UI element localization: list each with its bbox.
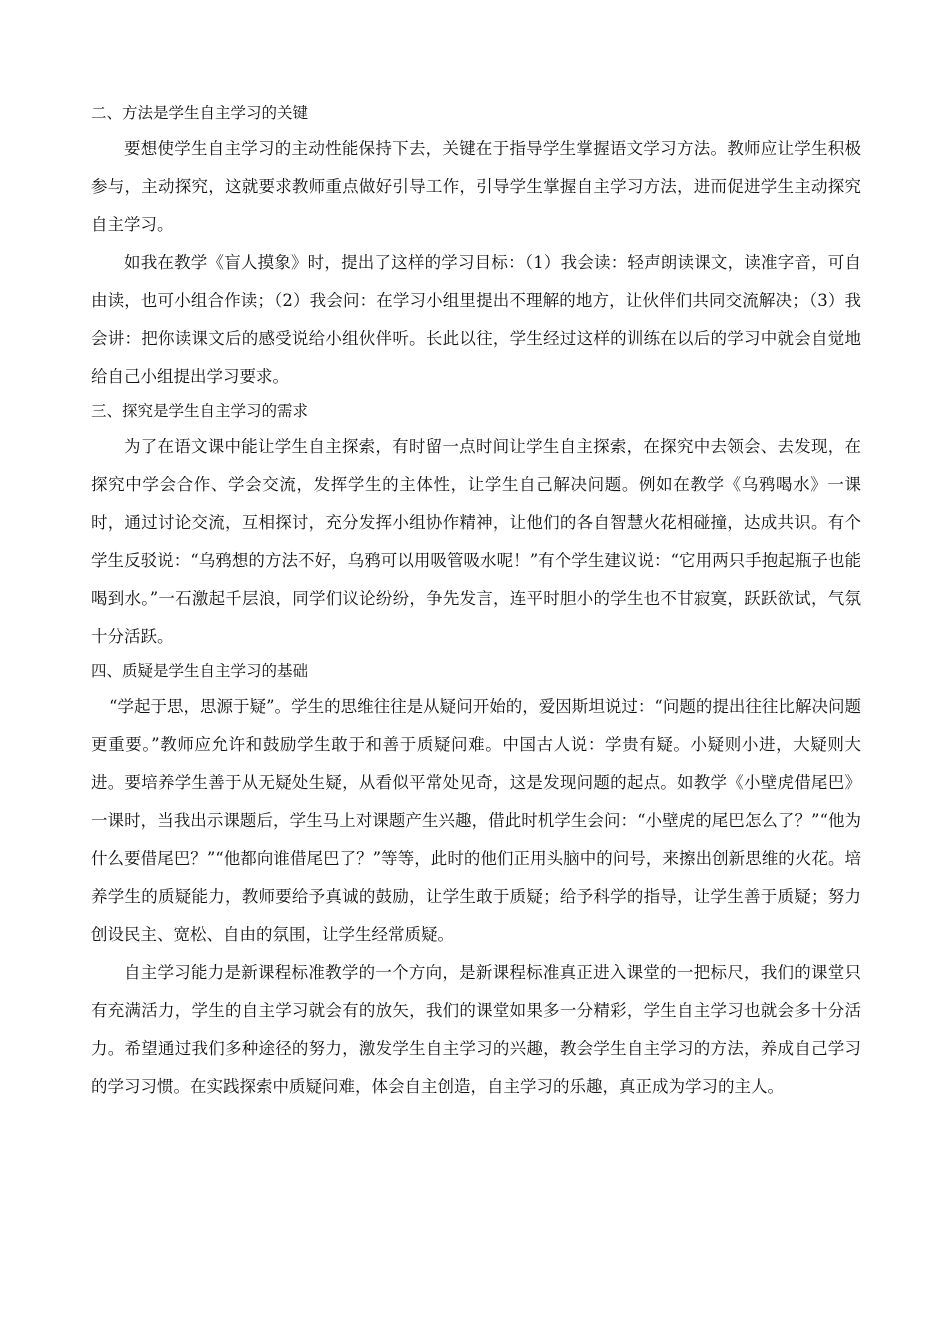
paragraph-conclusion: 自主学习能力是新课程标准教学的一个方向，是新课程标准真正进入课堂的一把标尺，我们的课堂只有充满活力，学生的自主学习就会有的放矢，我们的课堂如果多一分精彩，学生自主学习也就会多十分活力。希望通过我们多种途径的努力，激发学生自主学习的兴趣，教会学生自主学习的方法，养成自己学习的学习习惯。在实践探索中质疑问难，体会自主创造，自主学习的乐趣，真正成为学习的主人。 <box>91 963 861 1096</box>
paragraph-question: “学起于思，思源于疑”。学生的思维往往是从疑问开始的，爱因斯坦说过：“问题的提出往往比解决问题更重要。”教师应允许和鼓励学生敢于和善于质疑问难。中国古人说：学贵有疑。小疑则小进，大疑则大进。要培养学生善于从无疑处生疑，从看似平常处见奇，这是发现问题的起点。如教学《小壁虎借尾巴》一课时，当我出示课题后，学生马上对课题产生兴趣，借此时机学生会问：“小壁虎的尾巴怎么了？”“他为什么要借尾巴？”“他都向谁借尾巴了？”等等，此时的他们正用头脑中的问号，来擦出创新思维的火花。培养学生的质疑能力，教师要给予真诚的鼓励，让学生敢于质疑；给予科学的指导，让学生善于质疑；努力创设民主、宽松、自由的氛围，让学生经常质疑。 <box>91 697 861 944</box>
paragraph-method-intro: 要想使学生自主学习的主动性能保持下去，关键在于指导学生掌握语文学习方法。教师应让学生积极参与，主动探究，这就要求教师重点做好引导工作，引导学生掌握自主学习方法，进而促进学生主动探究自主学习。 <box>91 139 861 234</box>
paragraph-explore: 为了在语文课中能让学生自主探索，有时留一点时间让学生自主探索，在探究中去领会、去发现，在探究中学会合作、学会交流，发挥学生的主体性，让学生自己解决问题。例如在教学《乌鸦喝水》一课时，通过讨论交流，互相探讨，充分发挥小组协作精神，让他们的各自智慧火花相碰撞，达成共识。有个学生反驳说：“乌鸦想的方法不好，乌鸦可以用吸管吸水呢！”有个学生建议说：“它用两只手抱起瓶子也能喝到水。”一石激起千层浪，同学们议论纷纷，争先发言，连平时胆小的学生也不甘寂寞，跃跃欲试，气氛十分活跃。 <box>91 437 861 646</box>
section-heading-question: 四、质疑是学生自主学习的基础 <box>91 662 309 680</box>
section-heading-explore: 三、探究是学生自主学习的需求 <box>91 402 309 420</box>
paragraph-method-example: 如我在教学《盲人摸象》时，提出了这样的学习目标：（1）我会读：轻声朗读课文，读准字音，可自由读，也可小组合作读；（2）我会问：在学习小组里提出不理解的地方，让伙伴们共同交流解决；（3）我会讲：把你读课文后的感受说给小组伙伴听。长此以往，学生经过这样的训练在以后的学习中就会自觉地给自己小组提出学习要求。 <box>91 253 861 386</box>
document-body <box>91 98 861 1106</box>
section-heading-method: 二、方法是学生自主学习的关键 <box>91 104 309 122</box>
